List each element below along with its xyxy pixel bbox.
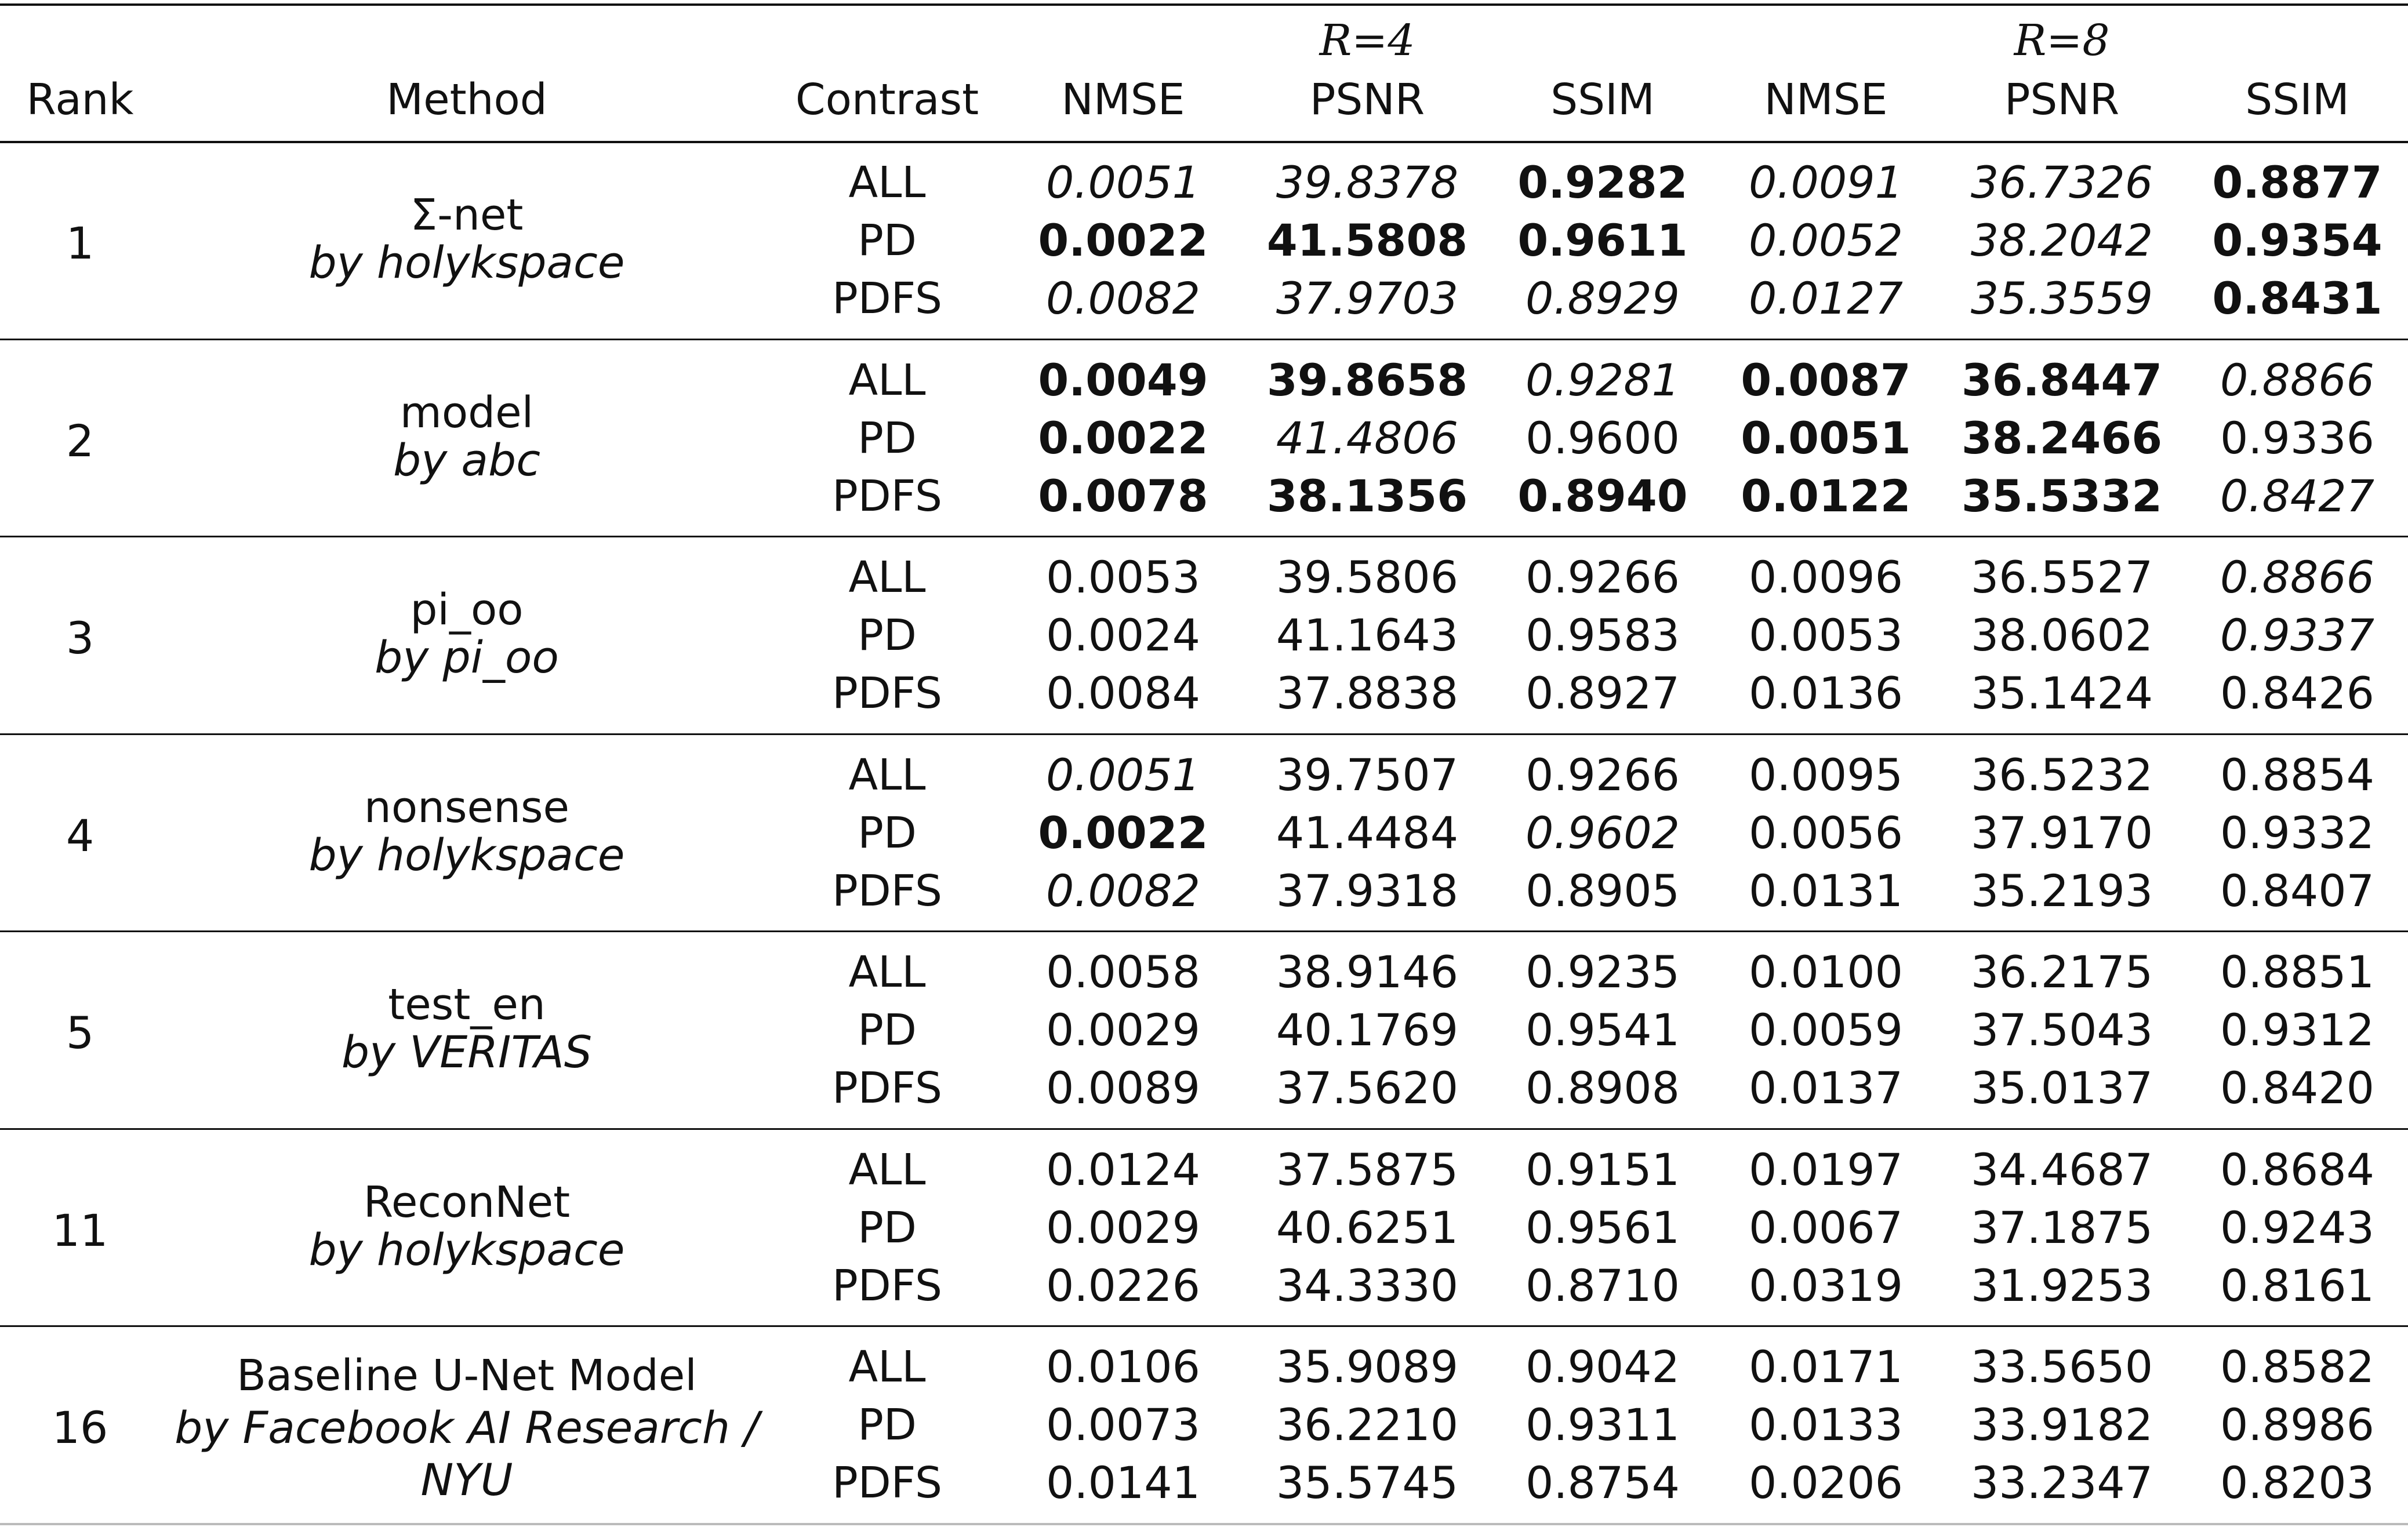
method-author: by holykspace [308, 828, 625, 881]
metric-r4-nmse: 0.0082 [1046, 272, 1200, 324]
metric-r4-psnr: 38.9146 [1276, 946, 1459, 998]
contrast-cell: PD [858, 808, 917, 858]
bottom-rule [0, 1523, 2408, 1525]
rank-cell: 1 [66, 217, 95, 269]
metric-r8-ssim: 0.8986 [2220, 1399, 2374, 1450]
metric-r4-nmse: 0.0024 [1046, 609, 1200, 661]
metric-r8-ssim: 0.8877 [2212, 157, 2382, 208]
metric-r8-nmse: 0.0067 [1749, 1201, 1903, 1253]
row-separator [0, 1325, 2408, 1327]
metric-r8-ssim: 0.8431 [2212, 272, 2382, 324]
metric-r8-nmse: 0.0136 [1749, 667, 1903, 719]
header-r4-nmse: NMSE [1061, 75, 1185, 125]
metric-r8-ssim: 0.9354 [2212, 214, 2382, 266]
rank-cell: 2 [66, 415, 95, 467]
metric-r8-nmse: 0.0127 [1749, 272, 1903, 324]
rank-cell: 5 [66, 1007, 95, 1059]
metric-r4-psnr: 35.9089 [1276, 1341, 1459, 1393]
metric-r8-psnr: 37.9170 [1970, 806, 2153, 859]
group-header-r8: R=8 [2014, 16, 2110, 66]
metric-r8-psnr: 37.1875 [1970, 1201, 2153, 1253]
contrast-cell: ALL [848, 158, 926, 208]
metric-r8-nmse: 0.0206 [1749, 1457, 1903, 1508]
metric-r4-psnr: 39.8658 [1266, 354, 1468, 406]
metric-r8-psnr: 36.5527 [1970, 551, 2153, 603]
row-separator [0, 339, 2408, 340]
metric-r4-nmse: 0.0089 [1046, 1062, 1200, 1114]
header-r8-nmse: NMSE [1764, 75, 1888, 125]
metric-r4-psnr: 39.7507 [1276, 748, 1459, 801]
metric-r4-ssim: 0.8710 [1526, 1259, 1680, 1311]
metric-r8-psnr: 36.5232 [1970, 748, 2153, 801]
metric-r4-psnr: 41.4484 [1276, 806, 1459, 859]
metric-r4-ssim: 0.8905 [1526, 864, 1680, 917]
metric-r8-psnr: 33.5650 [1970, 1341, 2153, 1393]
metric-r4-psnr: 37.8838 [1276, 667, 1459, 719]
metric-r8-ssim: 0.9337 [2220, 609, 2374, 661]
metric-r4-ssim: 0.9311 [1526, 1399, 1680, 1450]
metric-r8-psnr: 37.5043 [1970, 1004, 2153, 1056]
header-r8-ssim: SSIM [2245, 75, 2349, 125]
metric-r4-psnr: 37.5620 [1276, 1062, 1459, 1114]
metric-r8-nmse: 0.0052 [1749, 214, 1903, 266]
metric-r8-ssim: 0.9243 [2220, 1201, 2374, 1253]
row-separator [0, 536, 2408, 537]
metric-r4-ssim: 0.8940 [1517, 470, 1688, 522]
metric-r8-ssim: 0.8866 [2220, 551, 2374, 603]
method-name: ReconNet [363, 1177, 571, 1227]
metric-r8-nmse: 0.0171 [1749, 1341, 1903, 1393]
metric-r4-psnr: 39.8378 [1276, 157, 1459, 208]
header-rule [0, 141, 2408, 143]
contrast-cell: ALL [848, 552, 926, 602]
metric-r4-ssim: 0.9042 [1526, 1341, 1680, 1393]
metric-r8-ssim: 0.8866 [2220, 354, 2374, 406]
metric-r8-psnr: 35.3559 [1970, 272, 2153, 324]
contrast-cell: ALL [848, 1144, 926, 1195]
metric-r4-nmse: 0.0049 [1038, 354, 1208, 406]
metric-r4-psnr: 41.1643 [1276, 609, 1459, 661]
metric-r4-nmse: 0.0022 [1038, 806, 1208, 859]
rank-cell: 16 [52, 1402, 108, 1453]
metric-r8-nmse: 0.0100 [1749, 946, 1903, 998]
metric-r4-nmse: 0.0082 [1046, 864, 1200, 917]
metric-r4-psnr: 37.9318 [1276, 864, 1459, 917]
metric-r8-ssim: 0.9332 [2220, 806, 2374, 859]
metric-r4-ssim: 0.9602 [1526, 806, 1680, 859]
metric-r8-psnr: 34.4687 [1970, 1143, 2153, 1195]
metric-r8-ssim: 0.8427 [2220, 470, 2374, 522]
method-name: nonsense [364, 782, 570, 832]
contrast-cell: ALL [848, 355, 926, 405]
metric-r4-psnr: 40.6251 [1276, 1201, 1459, 1253]
contrast-cell: PDFS [832, 471, 942, 521]
metric-r4-ssim: 0.9282 [1517, 157, 1688, 208]
metric-r4-nmse: 0.0124 [1046, 1143, 1200, 1195]
metric-r4-ssim: 0.9541 [1526, 1004, 1680, 1056]
metric-r8-psnr: 33.2347 [1970, 1457, 2153, 1508]
contrast-cell: PDFS [832, 1458, 942, 1508]
metric-r8-nmse: 0.0131 [1749, 864, 1903, 917]
contrast-cell: ALL [848, 750, 926, 800]
metric-r4-nmse: 0.0051 [1046, 748, 1200, 801]
metric-r8-ssim: 0.8582 [2220, 1341, 2374, 1393]
metric-r8-psnr: 35.0137 [1970, 1062, 2153, 1114]
metric-r4-ssim: 0.8929 [1526, 272, 1680, 324]
metric-r8-psnr: 36.8447 [1961, 354, 2163, 406]
metric-r4-ssim: 0.9235 [1526, 946, 1680, 998]
metric-r4-ssim: 0.8927 [1526, 667, 1680, 719]
method-author: by abc [393, 434, 540, 486]
method-name: Baseline U-Net Model [237, 1351, 697, 1401]
method-name: test_en [388, 980, 546, 1030]
metric-r4-psnr: 38.1356 [1266, 470, 1468, 522]
contrast-cell: PDFS [832, 668, 942, 718]
metric-r8-nmse: 0.0053 [1749, 609, 1903, 661]
metric-r8-psnr: 36.7326 [1970, 157, 2153, 208]
method-name: pi_oo [410, 585, 524, 635]
metric-r8-ssim: 0.8203 [2220, 1457, 2374, 1508]
metric-r8-psnr: 33.9182 [1970, 1399, 2153, 1450]
metric-r4-nmse: 0.0106 [1046, 1341, 1200, 1393]
header-r4-ssim: SSIM [1550, 75, 1655, 125]
group-header-r4: R=4 [1319, 16, 1415, 66]
metric-r4-ssim: 0.9266 [1526, 551, 1680, 603]
metric-r4-nmse: 0.0226 [1046, 1259, 1200, 1311]
method-author: by Facebook AI Research / [175, 1402, 759, 1453]
contrast-cell: PDFS [832, 866, 942, 916]
metric-r4-nmse: 0.0053 [1046, 551, 1200, 603]
metric-r8-nmse: 0.0059 [1749, 1004, 1903, 1056]
metric-r8-psnr: 38.2042 [1970, 214, 2153, 266]
metric-r4-ssim: 0.8754 [1526, 1457, 1680, 1508]
metric-r4-ssim: 0.9583 [1526, 609, 1680, 661]
metric-r4-nmse: 0.0084 [1046, 667, 1200, 719]
method-author: NYU [420, 1454, 513, 1506]
metric-r8-nmse: 0.0056 [1749, 806, 1903, 859]
metric-r8-ssim: 0.8851 [2220, 946, 2374, 998]
row-separator [0, 930, 2408, 932]
metric-r8-ssim: 0.9312 [2220, 1004, 2374, 1056]
metric-r8-nmse: 0.0133 [1749, 1399, 1903, 1450]
metric-r8-nmse: 0.0087 [1741, 354, 1911, 406]
contrast-cell: PDFS [832, 274, 942, 323]
metric-r4-ssim: 0.9600 [1526, 412, 1680, 464]
metric-r8-psnr: 38.2466 [1961, 412, 2163, 464]
header-r8-psnr: PSNR [2004, 75, 2120, 125]
contrast-cell: PDFS [832, 1260, 942, 1311]
method-author: by pi_oo [375, 631, 559, 683]
metric-r4-psnr: 41.5808 [1266, 214, 1468, 266]
metric-r8-ssim: 0.8426 [2220, 667, 2374, 719]
method-author: by VERITAS [341, 1026, 593, 1078]
metric-r8-nmse: 0.0095 [1749, 748, 1903, 801]
metric-r8-nmse: 0.0137 [1749, 1062, 1903, 1114]
metric-r4-ssim: 0.9281 [1526, 354, 1680, 406]
metric-r8-psnr: 35.1424 [1970, 667, 2153, 719]
rank-cell: 3 [66, 612, 95, 664]
contrast-cell: PD [858, 1202, 917, 1253]
metric-r4-nmse: 0.0141 [1046, 1457, 1200, 1508]
metric-r8-ssim: 0.9336 [2220, 412, 2374, 464]
metric-r4-nmse: 0.0078 [1038, 470, 1208, 522]
metric-r8-ssim: 0.8684 [2220, 1143, 2374, 1195]
metric-r4-ssim: 0.9151 [1526, 1143, 1680, 1195]
header-r4-psnr: PSNR [1309, 75, 1425, 125]
contrast-cell: PD [858, 1005, 917, 1055]
metric-r4-nmse: 0.0058 [1046, 946, 1200, 998]
metric-r4-ssim: 0.8908 [1526, 1062, 1680, 1114]
metric-r8-ssim: 0.8161 [2220, 1259, 2374, 1311]
contrast-cell: PDFS [832, 1063, 942, 1113]
method-name: Σ-net [410, 190, 524, 240]
rank-cell: 11 [52, 1204, 108, 1256]
metric-r4-psnr: 37.5875 [1276, 1143, 1459, 1195]
contrast-cell: ALL [848, 1342, 926, 1392]
metric-r4-ssim: 0.9611 [1517, 214, 1688, 266]
metric-r8-psnr: 38.0602 [1970, 609, 2153, 661]
metric-r4-psnr: 36.2210 [1276, 1399, 1459, 1450]
method-name: model [399, 387, 534, 438]
contrast-cell: PD [858, 610, 917, 660]
metric-r8-nmse: 0.0319 [1749, 1259, 1903, 1311]
metric-r8-nmse: 0.0051 [1741, 412, 1911, 464]
metric-r4-psnr: 35.5745 [1276, 1457, 1459, 1508]
method-author: by holykspace [308, 237, 625, 288]
metric-r8-psnr: 35.5332 [1961, 470, 2163, 522]
metric-r8-nmse: 0.0122 [1741, 470, 1911, 522]
rank-cell: 4 [66, 809, 95, 861]
top-rule [0, 3, 2408, 6]
contrast-cell: ALL [848, 947, 926, 997]
header-contrast: Contrast [795, 75, 979, 125]
metric-r8-nmse: 0.0096 [1749, 551, 1903, 603]
metric-r8-ssim: 0.8420 [2220, 1062, 2374, 1114]
metric-r4-ssim: 0.9561 [1526, 1201, 1680, 1253]
metric-r8-psnr: 35.2193 [1970, 864, 2153, 917]
metric-r4-nmse: 0.0029 [1046, 1004, 1200, 1056]
metric-r4-psnr: 40.1769 [1276, 1004, 1459, 1056]
header-method: Method [386, 75, 547, 125]
contrast-cell: PD [858, 216, 917, 266]
method-author: by holykspace [308, 1223, 625, 1275]
metric-r8-nmse: 0.0197 [1749, 1143, 1903, 1195]
row-separator [0, 733, 2408, 735]
metric-r8-nmse: 0.0091 [1749, 157, 1903, 208]
metric-r8-psnr: 31.9253 [1970, 1259, 2153, 1311]
metric-r4-nmse: 0.0051 [1046, 157, 1200, 208]
metric-r4-nmse: 0.0073 [1046, 1399, 1200, 1450]
header-rank: Rank [26, 75, 134, 125]
metric-r4-nmse: 0.0022 [1038, 214, 1208, 266]
metric-r8-ssim: 0.8854 [2220, 748, 2374, 801]
metric-r8-psnr: 36.2175 [1970, 946, 2153, 998]
row-separator [0, 1128, 2408, 1130]
metric-r4-psnr: 39.5806 [1276, 551, 1459, 603]
metric-r4-psnr: 41.4806 [1276, 412, 1459, 464]
metric-r8-ssim: 0.8407 [2220, 864, 2374, 917]
contrast-cell: PD [858, 1400, 917, 1450]
metric-r4-nmse: 0.0029 [1046, 1201, 1200, 1253]
metric-r4-nmse: 0.0022 [1038, 412, 1208, 464]
metric-r4-ssim: 0.9266 [1526, 748, 1680, 801]
metric-r4-psnr: 37.9703 [1276, 272, 1459, 324]
contrast-cell: PD [858, 413, 917, 463]
metric-r4-psnr: 34.3330 [1276, 1259, 1459, 1311]
